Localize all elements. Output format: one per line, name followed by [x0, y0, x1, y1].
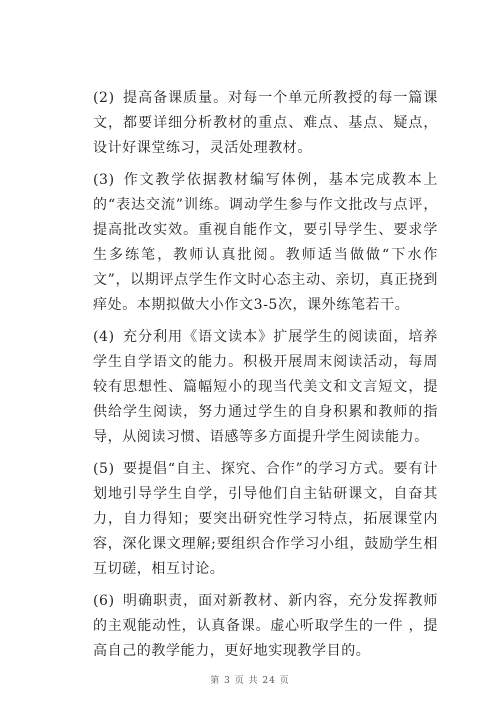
- paragraph-number: (6): [93, 593, 115, 609]
- paragraph-text: 要提倡“自主、探究、合作”的学习方式。要有计划地引导学生自学，引导他们自主钻研课文，自奋其力，自力得知；要突出研究性学习特点，拓展课堂内容，深化课文理解;要组织合作学习小组，鼓励学生相互切磋，相互讨论。: [93, 461, 438, 577]
- paragraph-number: (5): [93, 461, 115, 477]
- paragraph-item-2: [93, 86, 438, 161]
- paragraph-text: 提高备课质量。对每一个单元所教授的每一篇课文，都要详细分析教材的重点、难点、基点、疑点，设计好课堂练习，灵活处理教材。: [93, 90, 438, 156]
- paragraph-text: 明确职责，面对新教材、新内容，充分发挥教师的主观能动性，认真备课。虚心听取学生的一件 ，提高自己的教学能力，更好地实现教学目的。: [93, 593, 438, 659]
- page-footer: [0, 673, 500, 686]
- paragraph-text: 充分利用《语文读本》扩展学生的阅读面，培养学生自学语文的能力。积极开展周末阅读活动，每周较有思想性、篇幅短小的现当代美文和文言短文，提供给学生阅读，努力通过学生的自身积累和教师的指导，从阅读习惯、语感等多方面提升学生阅读能力。: [93, 329, 438, 445]
- paragraph-number: (4): [93, 329, 115, 345]
- paragraph-item-6: [93, 589, 438, 664]
- paragraph-number: (2): [93, 90, 115, 106]
- document-body: [93, 86, 438, 671]
- paragraph-item-4: [93, 325, 438, 450]
- paragraph-number: (3): [93, 172, 115, 188]
- paragraph-item-5: [93, 457, 438, 582]
- page-number: 第 3 页 共 24 页: [210, 676, 290, 686]
- paragraph-item-3: [93, 168, 438, 318]
- paragraph-text: 作文教学依据教材编写体例，基本完成教本上的“表达交流”训练。调动学生参与作文批改与点评，提高批改实效。重视自能作文，要引导学生、要求学生多练笔，教师认真批阅。教师适当做做“下水作文”，以期评点学生作文时心态主动、亲切，真正挠到痒处。本期拟做大小作文3-5次，课外练笔若干。: [93, 172, 438, 313]
